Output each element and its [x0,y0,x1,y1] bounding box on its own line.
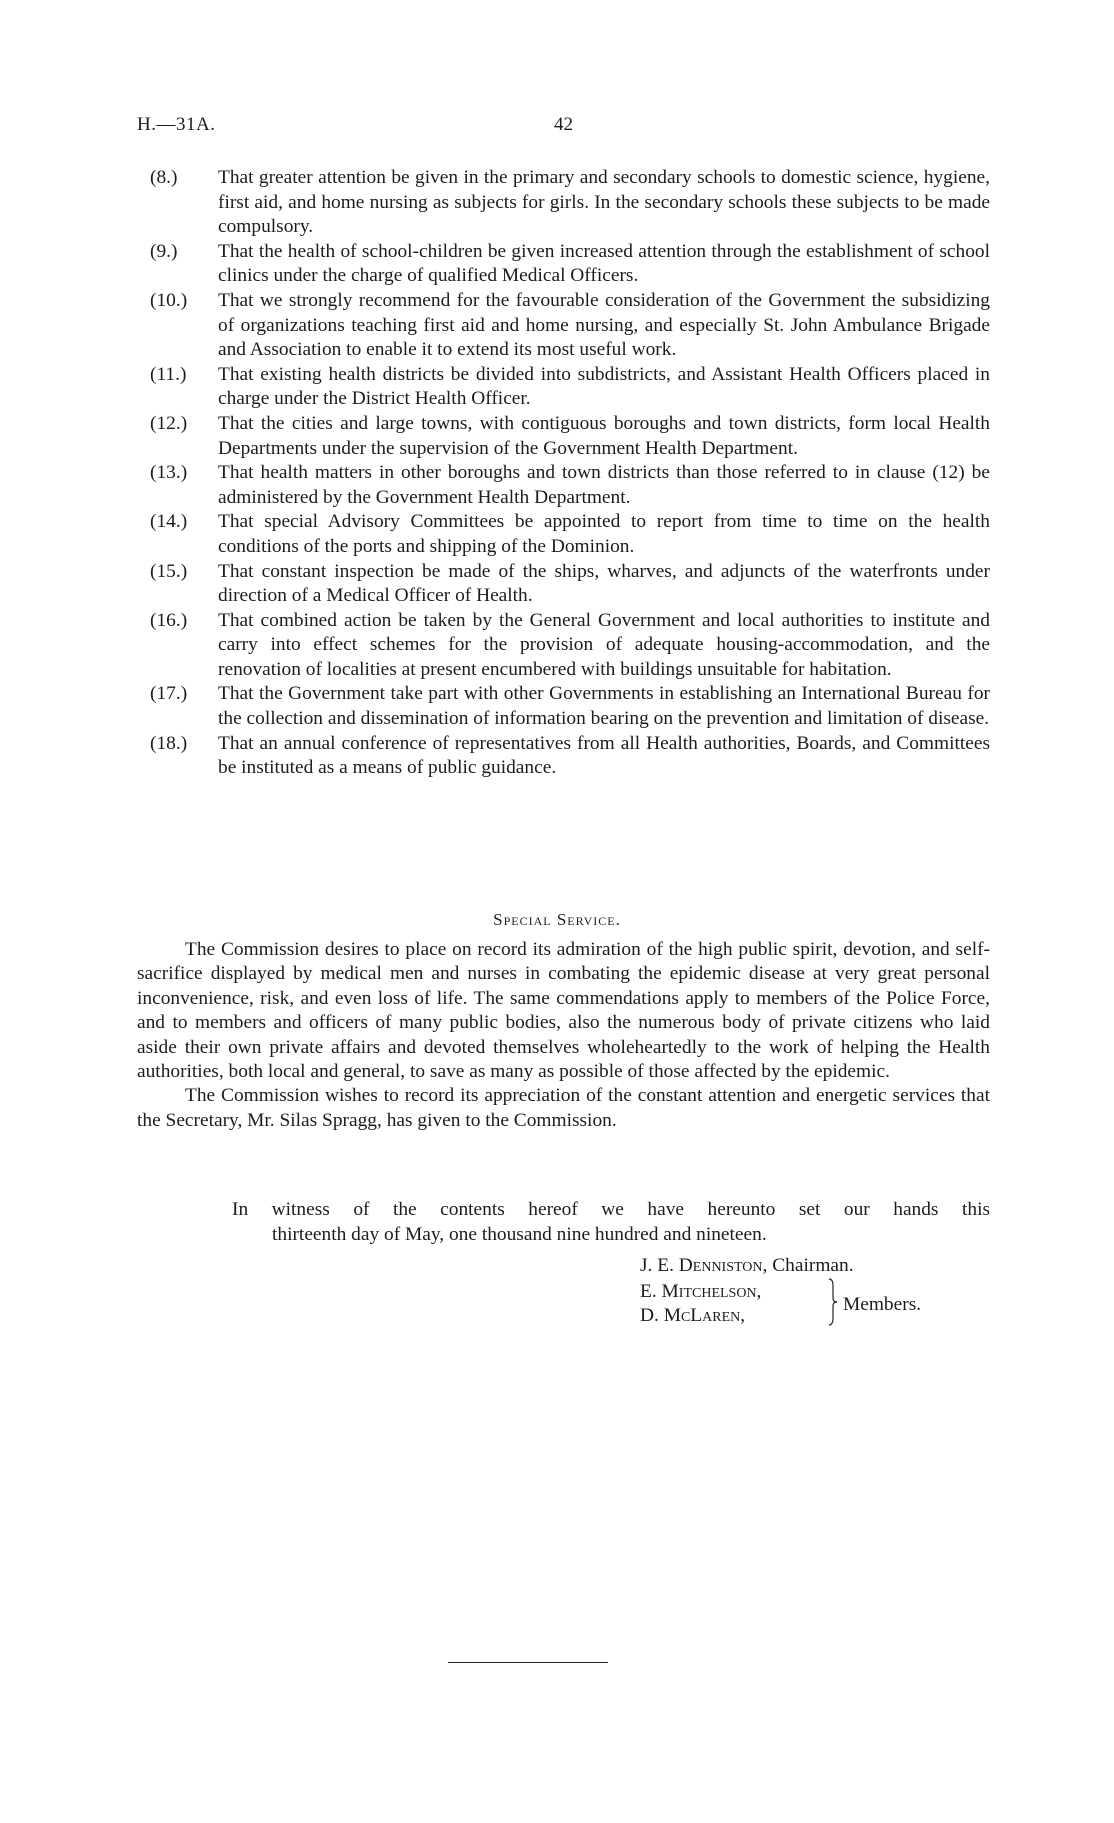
recommendation-number: (18.) [150,732,188,754]
recommendation-number: (13.) [150,462,188,484]
member-name: E. Mitchelson, [640,1281,762,1302]
recommendations-list [150,166,990,781]
recommendation-item [150,682,990,731]
recommendation-number: (9.) [150,240,178,262]
recommendation-text: That constant inspection be made of the ships, wharves, and adjuncts of the waterfronts under direction of a Medical Officer of Health. [218,560,990,607]
recommendation-text: That the cities and large towns, with contiguous boroughs and town districts, form local Health Departments under the supervision of the Government Health Department. [218,412,990,459]
recommendation-number: (11.) [150,363,187,385]
document-reference: H.—31A. [137,114,216,135]
curly-brace-icon [828,1278,838,1326]
recommendation-text: That the health of school-children be given increased attention through the establishment of school clinics under the charge of qualified Medical Officers. [218,240,990,287]
page-header [0,114,1114,144]
recommendation-text: That existing health districts be divided into subdistricts, and Assistant Health Officers placed in charge under the District Health Officer. [218,363,990,410]
recommendation-item [150,412,990,461]
recommendation-text: That health matters in other boroughs and town districts than those referred to in clause (12) be administered by the Government Health Department. [218,462,990,508]
recommendation-number: (16.) [150,609,188,631]
recommendation-item [150,510,990,559]
recommendation-number: (10.) [150,289,188,311]
recommendation-text: That an annual conference of representatives from all Health authorities, Boards, and Committees be instituted as a means of public guidance. [218,732,990,779]
section-heading: Special Service. [493,910,621,929]
body-paragraph: The Commission desires to place on record its admiration of the high public spirit, devotion, and self-sacrifice displayed by medical men and nurses in combating the epidemic disease at very great personal inconvenience, risk, and even loss of life. The same commendations apply to members of the Police Force, and to members and officers of many public bodies, also the numerous body of private citizens who laid aside their own private affairs and devoted themselves wholeheartedly to the work of helping the Health authorities, both local and general, to save as many as possible of those affected by the epidemic. [137,939,990,1083]
page-number: 42 [554,114,573,135]
recommendation-item [150,166,990,240]
recommendation-number: (8.) [150,167,178,188]
body-paragraph: The Commission wishes to record its appreciation of the constant attention and energetic services that the Secretary, Mr. Silas Spragg, has given to the Commission. [137,1085,990,1131]
recommendation-number: (17.) [150,683,188,705]
members-signatures [640,1280,1000,1330]
special-service-text [137,938,990,1133]
recommendation-text: That combined action be taken by the General Government and local authorities to institute and carry into effect schemes for the provision of adequate housing-accommodation, and the renovation of localities at present encumbered with buildings unsuitable for habitation. [218,609,990,680]
recommendation-number: (15.) [150,560,188,582]
witness-line: In witness of the contents hereof we have hereunto set our hands this [232,1199,990,1220]
signature-block [640,1254,1000,1330]
chairman-signature [640,1254,1000,1278]
recommendation-text: That special Advisory Committees be appointed to report from time to time on the health conditions of the ports and shipping of the Dominion. [218,511,990,557]
recommendation-item [150,732,990,781]
member-name: D. McLaren, [640,1305,746,1326]
recommendation-number: (12.) [150,412,188,434]
chairman-name: J. E. Denniston, [640,1255,768,1276]
recommendation-item [150,289,990,363]
recommendation-text: That we strongly recommend for the favourable consideration of the Government the subsidizing of organizations teaching first aid and home nursing, and especially St. John Ambulance Brigade and Association to enable it to extend its most useful work. [218,289,990,361]
recommendation-item [150,240,990,289]
closing-rule [448,1662,608,1663]
recommendation-text: That the Government take part with other Governments in establishing an International Bureau for the collection and dissemination of information bearing on the prevention and limitation of disease. [218,683,990,730]
members-label: Members. [843,1294,922,1315]
recommendation-text: That greater attention be given in the primary and secondary schools to domestic science, hygiene, first aid, and home nursing as subjects for girls. In the secondary schools these subjects to be made compulsory. [218,167,990,238]
recommendation-item [150,461,990,510]
recommendation-item [150,363,990,412]
recommendation-item [150,609,990,683]
recommendation-number: (14.) [150,511,188,533]
witness-clause [232,1198,990,1247]
recommendation-item [150,560,990,609]
chairman-title: Chairman. [772,1255,854,1276]
witness-date-line: thirteenth day of May, one thousand nine hundred and nineteen. [272,1223,767,1245]
member-names [640,1280,761,1328]
